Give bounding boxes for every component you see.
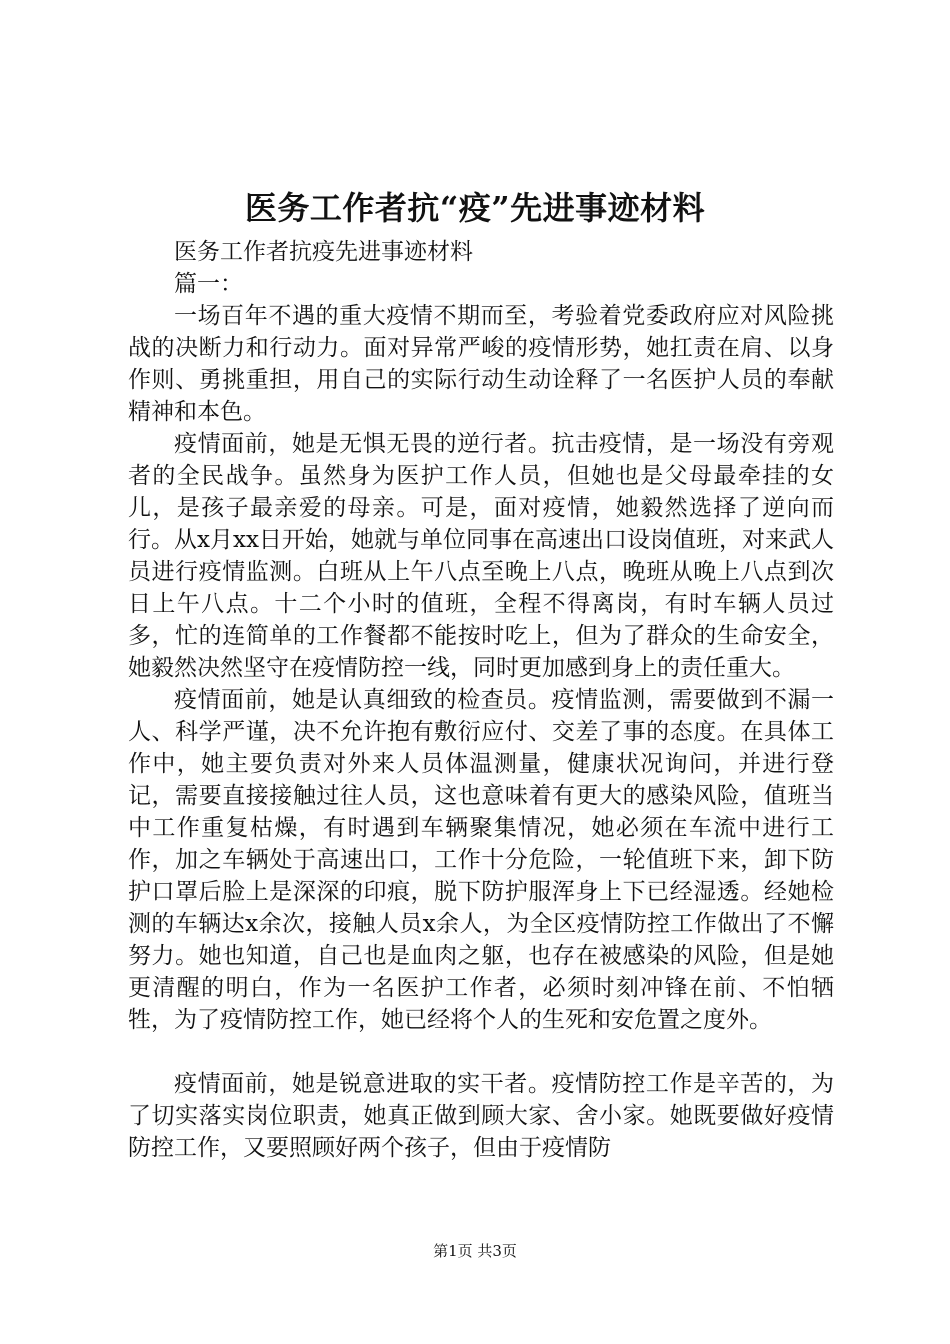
subtitle-paragraph: 医务工作者抗疫先进事迹材料 [174, 239, 473, 265]
page-footer: 第1页 共3页 [433, 1242, 517, 1260]
section-label: 篇一： [174, 271, 243, 297]
document-body [128, 236, 834, 1164]
document-title: 医务工作者抗“疫”先进事迹材料 [244, 189, 706, 227]
body-paragraph: 疫情面前，她是认真细致的检查员。疫情监测，需要做到不漏一人、科学严谨，决不允许抱有敷衍应付、交差了事的态度。在具体工作中，她主要负责对外来人员体温测量，健康状况询问，并进行登记，需要直接接触过往人员，这也意味着有更大的感染风险，值班当中工作重复枯燥，有时遇到车辆聚集情况，她必须在车流中进行工作，加之车辆处于高速出口，工作十分危险，一轮值班下来，卸下防护口罩后脸上是深深的印痕，脱下防护服浑身上下已经湿透。经她检测的车辆达x余次，接触人员x余人，为全区疫情防控工作做出了不懈努力。她也知道，自己也是血肉之躯，也存在被感染的风险，但是她更清醒的明白，作为一名医护工作者，必须时刻冲锋在前、不怕牺牲，为了疫情防控工作，她已经将个人的生死和安危置之度外。 [128, 687, 834, 1033]
body-paragraph: 一场百年不遇的重大疫情不期而至，考验着党委政府应对风险挑战的决断力和行动力。面对异常严峻的疫情形势，她扛责在肩、以身作则、勇挑重担，用自己的实际行动生动诠释了一名医护人员的奉献精神和本色。 [128, 303, 834, 425]
body-paragraph: 疫情面前，她是锐意进取的实干者。疫情防控工作是辛苦的，为了切实落实岗位职责，她真正做到顾大家、舍小家。她既要做好疫情防控工作，又要照顾好两个孩子，但由于疫情防 [128, 1071, 834, 1161]
body-paragraph: 疫情面前，她是无惧无畏的逆行者。抗击疫情，是一场没有旁观者的全民战争。虽然身为医护工作人员，但她也是父母最牵挂的女儿，是孩子最亲爱的母亲。可是，面对疫情，她毅然选择了逆向而行。从x月xx日开始，她就与单位同事在高速出口设岗值班，对来武人员进行疫情监测。白班从上午八点至晚上八点，晚班从晚上八点到次日上午八点。十二个小时的值班，全程不得离岗，有时车辆人员过多，忙的连简单的工作餐都不能按时吃上，但为了群众的生命安全，她毅然决然坚守在疫情防控一线，同时更加感到身上的责任重大。 [128, 431, 834, 681]
